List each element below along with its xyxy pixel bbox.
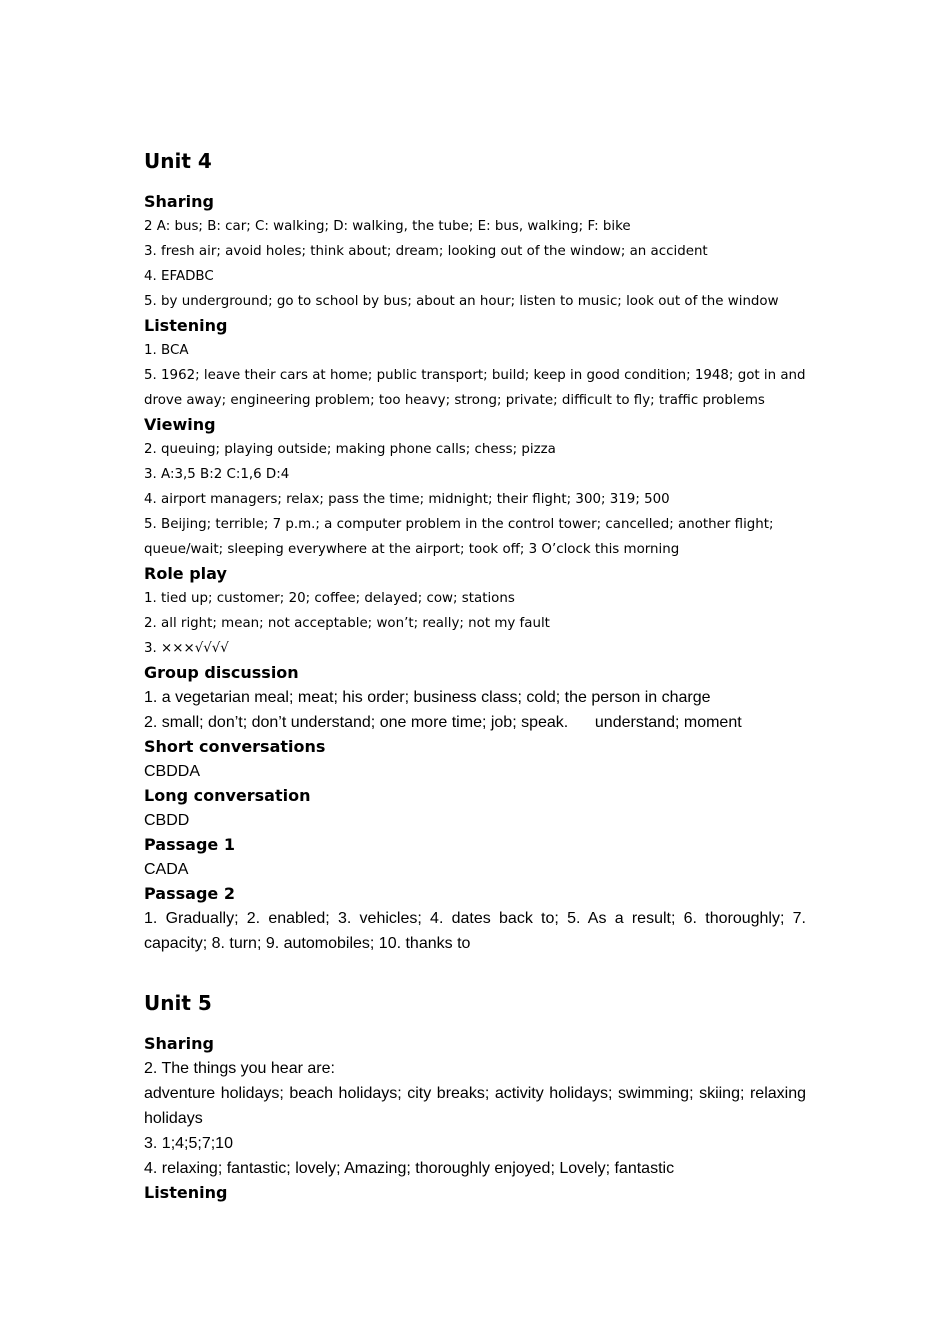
answer-line: 1. a vegetarian meal; meat; his order; business class; cold; the person in charge — [144, 689, 711, 706]
answer-line: 5. by underground; go to school by bus; about an hour; listen to music; look out of the window — [144, 294, 779, 309]
unit4-sharing-section — [144, 190, 806, 314]
answer-line: 3. fresh air; avoid holes; think about; dream; looking out of the window; an accident — [144, 244, 708, 259]
answer-line: CBDD — [144, 812, 190, 829]
section-heading: Group discussion — [144, 663, 299, 682]
answer-line: 3. ×××√√√√ — [144, 641, 229, 656]
section-heading: Passage 2 — [144, 884, 235, 903]
unit4-listening-section — [144, 314, 806, 413]
unit4-group-discussion-section — [144, 661, 806, 735]
answer-line: CADA — [144, 861, 189, 878]
answer-line: 4. airport managers; relax; pass the time; midnight; their flight; 300; 319; 500 — [144, 492, 670, 507]
answer-line: 4. relaxing; fantastic; lovely; Amazing; thoroughly enjoyed; Lovely; fantastic — [144, 1160, 675, 1177]
answer-line: 3. A:3,5 B:2 C:1,6 D:4 — [144, 467, 290, 482]
answer-line: CBDDA — [144, 763, 201, 780]
section-heading: Long conversation — [144, 786, 311, 805]
answer-line: 2. queuing; playing outside; making phone calls; chess; pizza — [144, 442, 556, 457]
section-heading: Viewing — [144, 415, 216, 434]
answer-line: 2 A: bus; B: car; C: walking; D: walking, the tube; E: bus, walking; F: bike — [144, 219, 631, 234]
answer-line: 2. all right; mean; not acceptable; won’t; really; not my fault — [144, 616, 550, 631]
answer-line: 2. small; don’t; don’t understand; one more time; job; speak. understand; moment — [144, 714, 742, 731]
unit5-listening-section — [144, 1181, 806, 1205]
section-heading: Role play — [144, 564, 227, 583]
unit4-passage2-section — [144, 882, 806, 956]
unit4-long-conversation-section — [144, 784, 806, 833]
answer-line: 1. tied up; customer; 20; coffee; delayed; cow; stations — [144, 591, 515, 606]
answer-line: adventure holidays; beach holidays; city breaks; activity holidays; swimming; skiing; relaxing holidays — [144, 1085, 806, 1127]
unit4-short-conversations-section — [144, 735, 806, 784]
section-heading: Listening — [144, 1183, 228, 1202]
answer-line: 2. The things you hear are: — [144, 1060, 335, 1077]
section-heading: Sharing — [144, 1034, 214, 1053]
answer-line: 5. Beijing; terrible; 7 p.m.; a computer problem in the control tower; cancelled; another flight; queue/wait; sleeping everywhere at the airport; took off; 3 O’clock this morning — [144, 517, 774, 557]
unit4-passage1-section — [144, 833, 806, 882]
document-page — [144, 146, 806, 1205]
answer-line: 3. 1;4;5;7;10 — [144, 1135, 233, 1152]
section-heading: Sharing — [144, 192, 214, 211]
answer-paragraph: 1. Gradually; 2. enabled; 3. vehicles; 4. dates back to; 5. As a result; 6. thoroughly; 7. capacity; 8. turn; 9. automobiles; 10. thanks to — [144, 910, 806, 952]
answer-line: 5. 1962; leave their cars at home; public transport; build; keep in good condition; 1948; got in and drove away; engineering problem; too heavy; strong; private; difficult to fly; traffic problems — [144, 368, 806, 408]
unit4-title: Unit 4 — [144, 149, 212, 173]
unit4-viewing-section — [144, 413, 806, 562]
answer-line: 4. EFADBC — [144, 269, 214, 284]
section-heading: Short conversations — [144, 737, 326, 756]
unit5-title: Unit 5 — [144, 991, 212, 1015]
unit4-role-play-section — [144, 562, 806, 661]
section-heading: Listening — [144, 316, 228, 335]
section-heading: Passage 1 — [144, 835, 235, 854]
answer-line: 1. BCA — [144, 343, 189, 358]
unit5-sharing-section — [144, 1032, 806, 1181]
